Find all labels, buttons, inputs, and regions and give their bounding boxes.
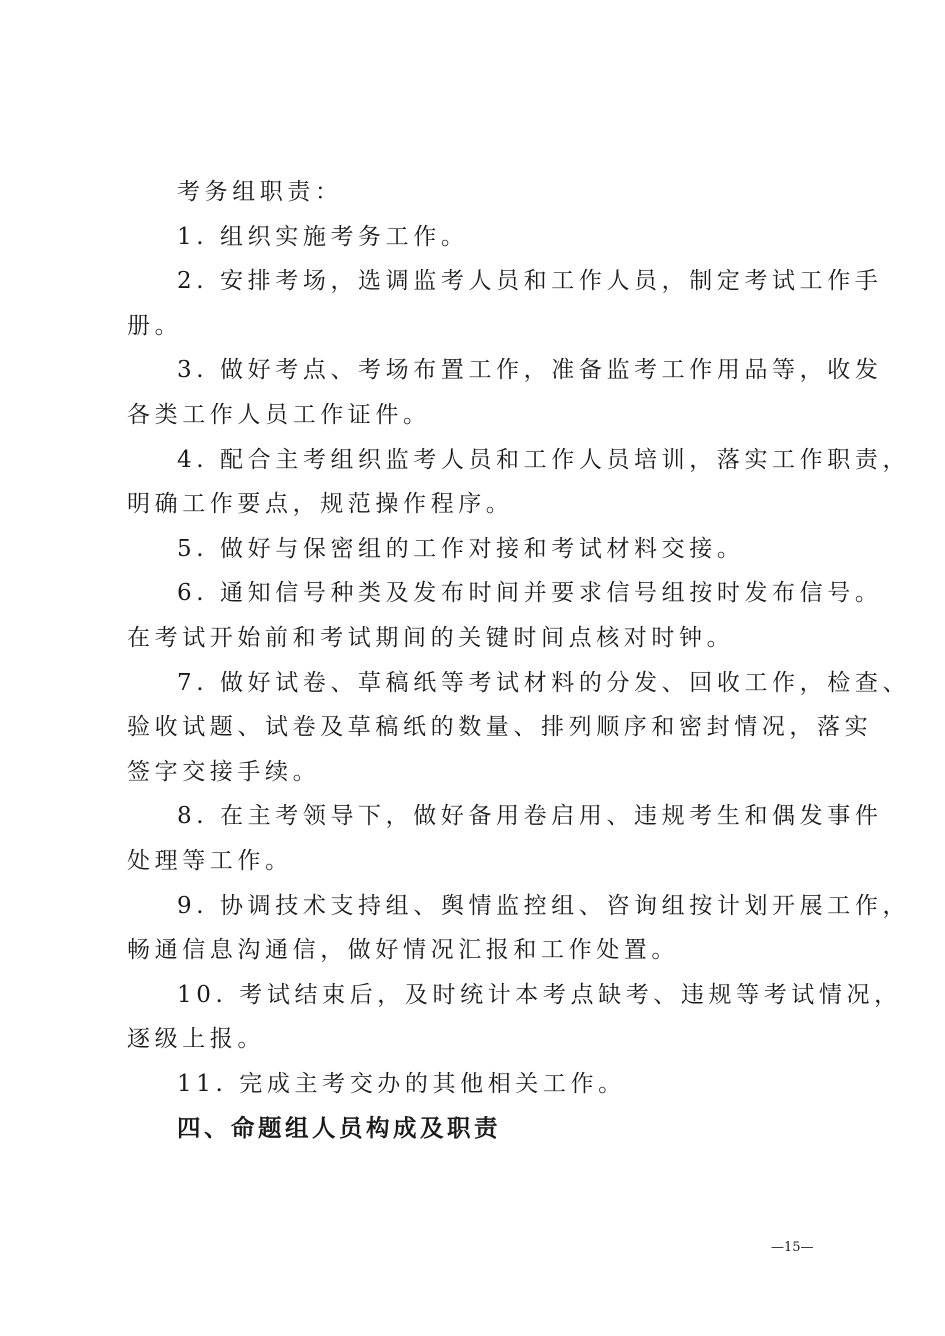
item-6-line-2: 在考试开始前和考试期间的关键时间点核对时钟。: [127, 624, 735, 651]
item-7-line-3: 签字交接手续。: [127, 758, 321, 785]
item-10-line-2: 逐级上报。: [127, 1026, 265, 1053]
item-9-line-2: 畅通信息沟通信，做好情况汇报和工作处置。: [127, 937, 679, 964]
section-heading: 四、命题组人员构成及职责: [177, 1114, 501, 1143]
item-2-line-2: 册。: [127, 312, 183, 339]
item-6-line-1: 6. 通知信号种类及发布时间并要求信号组按时发布信号。: [177, 580, 883, 607]
item-4-line-2: 明确工作要点，规范操作程序。: [127, 491, 514, 518]
item-3-line-2: 各类工作人员工作证件。: [127, 401, 431, 428]
item-1: 1. 组织实施考务工作。: [177, 223, 469, 250]
item-7-line-2: 验收试题、试卷及草稿纸的数量、排列顺序和密封情况，落实: [127, 714, 873, 741]
document-body: [127, 170, 911, 1151]
item-8-line-1: 8. 在主考领导下，做好备用卷启用、违规考生和偶发事件: [177, 803, 883, 830]
item-5: 5. 做好与保密组的工作对接和考试材料交接。: [177, 535, 745, 562]
item-8-line-2: 处理等工作。: [127, 847, 293, 874]
item-2-line-1: 2. 安排考场，选调监考人员和工作人员，制定考试工作手: [177, 268, 883, 295]
item-11: 11. 完成主考交办的其他相关工作。: [177, 1070, 626, 1097]
page-number: —15—: [771, 1240, 814, 1255]
item-3-line-1: 3. 做好考点、考场布置工作，准备监考工作用品等，收发: [177, 357, 883, 384]
item-9-line-1: 9. 协调技术支持组、舆情监控组、咨询组按计划开展工作，: [177, 892, 911, 919]
item-4-line-1: 4. 配合主考组织监考人员和工作人员培训，落实工作职责，: [177, 446, 911, 473]
item-10-line-1: 10. 考试结束后，及时统计本考点缺考、违规等考试情况，: [177, 981, 902, 1008]
item-7-line-1: 7. 做好试卷、草稿纸等考试材料的分发、回收工作，检查、: [177, 669, 911, 696]
section-intro: 考务组职责：: [177, 179, 343, 205]
